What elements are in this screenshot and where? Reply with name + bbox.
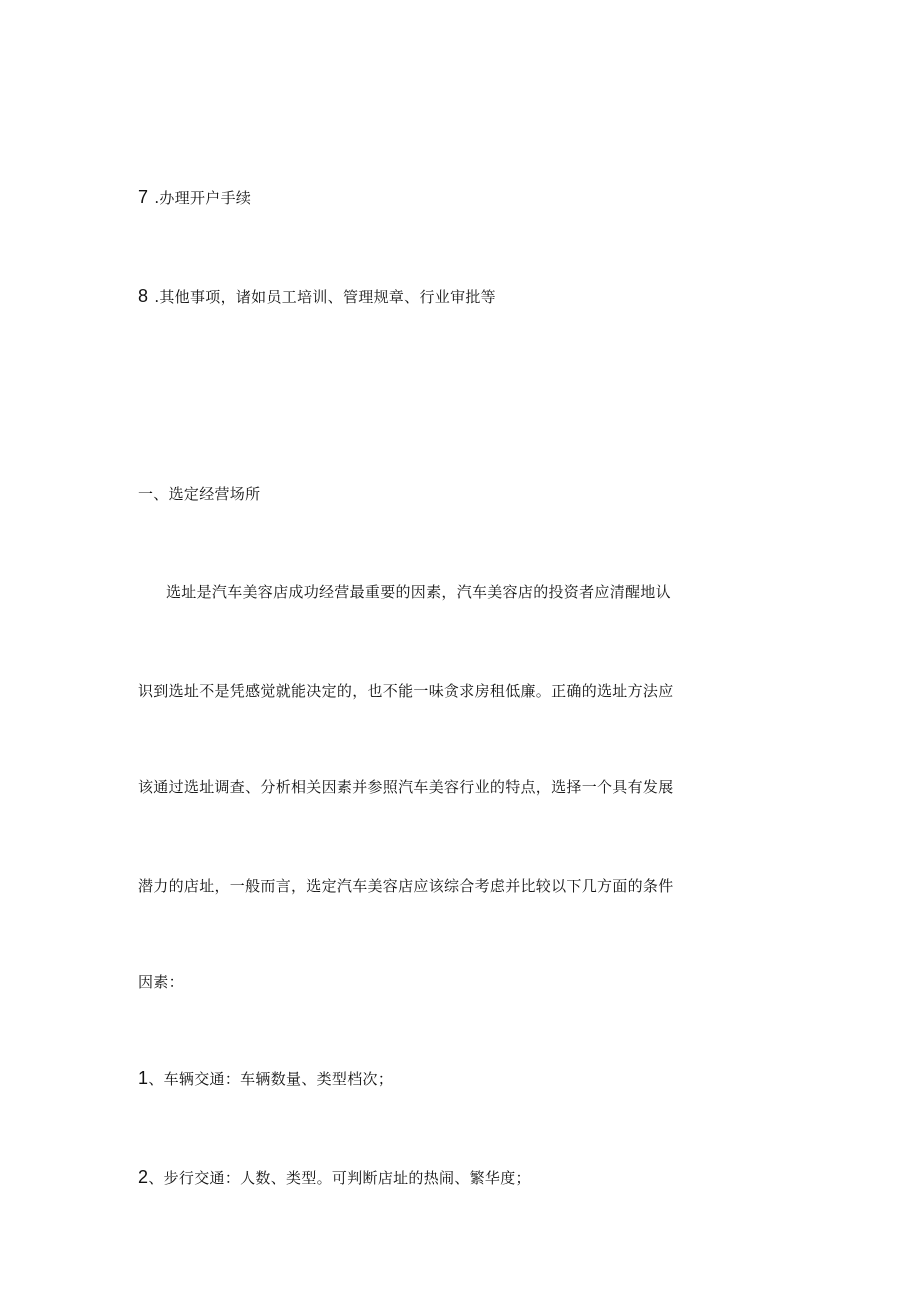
item-text: .办理开户手续 (154, 189, 252, 207)
paragraph-line: 识到选址不是凭感觉就能决定的，也不能一味贪求房租低廉。正确的选址方法应 (138, 682, 674, 700)
paragraph-line: 因素： (138, 973, 184, 991)
item-text: .其他事项，诸如员工培训、管理规章、行业审批等 (154, 288, 496, 306)
paragraph-line: 潜力的店址，一般而言，选定汽车美容店应该综合考虑并比较以下几方面的条件 (138, 877, 674, 895)
section-heading: 一、选定经营场所 (138, 485, 261, 503)
factor-item-1 (138, 1068, 393, 1089)
factor-text: 、车辆交通：车辆数量、类型档次； (148, 1070, 394, 1088)
item-number: 7 (138, 187, 149, 207)
factor-item-2 (138, 1167, 531, 1188)
factor-number: 1 (138, 1068, 149, 1088)
factor-text: 、步行交通：人数、类型。可判断店址的热闹、繁华度； (148, 1169, 531, 1187)
paragraph-line: 选址是汽车美容店成功经营最重要的因素，汽车美容店的投资者应清醒地认 (166, 583, 671, 601)
list-item-8 (138, 286, 496, 307)
factor-number: 2 (138, 1167, 149, 1187)
paragraph-line: 该通过选址调查、分析相关因素并参照汽车美容行业的特点，选择一个具有发展 (138, 778, 674, 796)
item-number: 8 (138, 286, 149, 306)
list-item-7 (138, 187, 251, 208)
